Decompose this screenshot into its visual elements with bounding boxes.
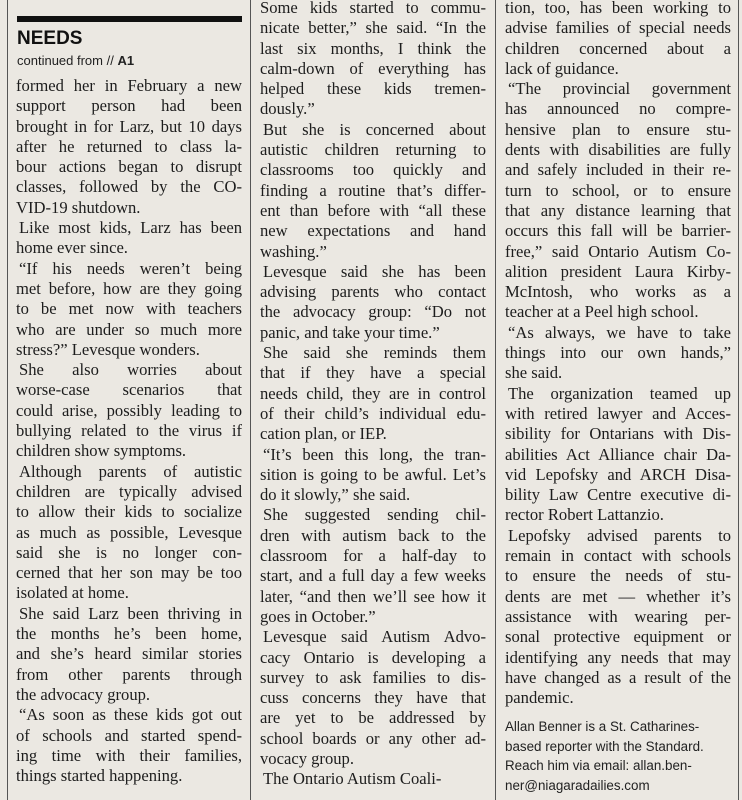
text-line: abilities Act Alliance chair Da- [505, 444, 731, 464]
text-line: She suggested sending chil- [263, 505, 486, 525]
text-line: lack of guidance. [505, 58, 619, 78]
text-line: cerned that her son may be too [16, 563, 242, 583]
text-line: said she is no longer con- [16, 542, 242, 562]
article-paragraph [16, 76, 242, 218]
text-line: Like most kids, Larz has been [19, 218, 242, 238]
text-line: do it slowly,” she said. [260, 485, 411, 505]
article-paragraph [260, 627, 486, 769]
text-line: and safely included in their re- [505, 160, 731, 180]
text-line: ing time with their families, [16, 745, 242, 765]
text-line: after he returned to class la- [16, 136, 242, 156]
text-line: cuss concerns they have that [260, 688, 486, 708]
article-paragraph [16, 705, 242, 786]
text-line: pandemic. [505, 688, 574, 708]
text-line: the months he’s been home, [16, 624, 242, 644]
text-line: Although parents of autistic [19, 461, 242, 481]
text-line: occurs this fall will be barrier- [505, 221, 731, 241]
article-paragraph [260, 445, 486, 506]
article-paragraph [505, 79, 731, 323]
article-paragraph [16, 218, 242, 259]
text-line: nicate better,” she said. “In the [260, 18, 486, 38]
text-line: the advocacy group: “Do not [260, 302, 486, 322]
text-line: to ensure the needs of stu- [505, 566, 731, 586]
bio-line: Reach him via email: allan.ben- [505, 758, 692, 774]
text-line: that any distance learning that [505, 200, 731, 220]
text-line: home ever since. [16, 238, 128, 258]
text-line: classes, followed by the CO- [16, 177, 242, 197]
text-line: “The provincial government [508, 79, 731, 99]
text-line: last six months, I think the [260, 38, 486, 58]
text-line: sition is going to be awful. Let’s [260, 464, 486, 484]
text-line: brought in for Larz, but 10 days [16, 116, 242, 136]
text-line: that if they have a special [260, 363, 486, 383]
text-line: later, “and then we’ll see how it [260, 586, 486, 606]
text-line: children are typically advised [16, 481, 242, 501]
text-line: McIntosh, who works as a [505, 282, 731, 302]
article-paragraph [505, 0, 731, 79]
text-line: autistic children returning to [260, 140, 486, 160]
text-line: free,” said Ontario Autism Co- [505, 241, 731, 261]
text-line: She also worries about [19, 360, 242, 380]
text-line: “As soon as these kids got out [19, 705, 242, 725]
text-line: as much as possible, Levesque [16, 522, 242, 542]
text-line: with retired lawyer and Acces- [505, 403, 731, 423]
text-line: identifying any needs that may [505, 647, 731, 667]
kicker-heading: NEEDS [17, 28, 83, 49]
article-paragraph [16, 604, 242, 705]
text-line: support person had been [16, 96, 242, 116]
text-line: vid Lepofsky and ARCH Disa- [505, 464, 731, 484]
text-line: classroom for a half-day to [260, 546, 486, 566]
article-column-3 [505, 0, 731, 708]
article-paragraph [260, 343, 486, 444]
article-paragraph [260, 262, 486, 343]
text-line: of schools and started spend- [16, 725, 242, 745]
article-paragraph [505, 323, 731, 384]
text-line: “As always, we have to take [508, 322, 731, 342]
text-line: dously.” [260, 99, 315, 119]
text-line: alition president Laura Kirby- [505, 261, 731, 281]
article-paragraph [505, 384, 731, 526]
text-line: ent than before with “all these [260, 200, 486, 220]
text-line: bility Law Centre executive di- [505, 485, 731, 505]
text-line: rector Robert Lattanzio. [505, 505, 664, 525]
text-line: dren with autism back to the [260, 525, 486, 545]
text-line: to allow their kids to socialize [16, 502, 242, 522]
text-line: formed her in February a new [16, 76, 242, 95]
text-line: The Ontario Autism Coali- [263, 769, 442, 789]
page-reference: A1 [117, 53, 135, 68]
text-line: Lepofsky advised parents to [508, 525, 731, 545]
article-paragraph [16, 360, 242, 461]
text-line: But she is concerned about [263, 119, 486, 139]
text-line: finding a routine that’s differ- [260, 180, 486, 200]
text-line: to be met now with teachers [16, 299, 242, 319]
text-line: she said. [505, 363, 563, 383]
article-paragraph [16, 462, 242, 604]
text-line: from other parents through [16, 664, 242, 684]
text-line: “It’s been this long, the tran- [263, 444, 486, 464]
article-paragraph [260, 120, 486, 262]
text-line: start, and a full day a few weeks [260, 566, 486, 586]
text-line: goes in October.” [260, 606, 376, 626]
text-line: school boards or any other ad- [260, 728, 486, 748]
text-line: tion, too, has been working to [505, 0, 731, 17]
column-rule-2 [495, 0, 496, 800]
text-line: She said Larz been thriving in [19, 603, 242, 623]
text-line: the advocacy group. [16, 684, 151, 704]
text-line: Levesque said she has been [263, 261, 486, 281]
text-line: “If his needs weren’t being [19, 258, 242, 278]
column-rule-right [738, 0, 739, 800]
author-bio [505, 717, 731, 795]
text-line: worse-case scenarios that [16, 380, 242, 400]
text-line: survey to ask families to dis- [260, 667, 486, 687]
article-paragraph [260, 505, 486, 627]
text-line: advise families of special needs [505, 18, 731, 38]
text-line: children show symptoms. [16, 441, 187, 461]
text-line: Some kids started to commu- [260, 0, 486, 17]
bio-line: based reporter with the Standard. [505, 738, 704, 754]
column-rule-left [7, 0, 8, 800]
text-line: She said she reminds them [263, 343, 486, 363]
text-line: met before, how are they going [16, 278, 242, 298]
text-line: panic, and take your time.” [260, 322, 440, 342]
text-line: cacy Ontario is developing a [260, 647, 486, 667]
text-line: bullying related to the virus if [16, 421, 242, 441]
text-line: things into our own hands,” [505, 343, 731, 363]
text-line: cation plan, or IEP. [260, 424, 387, 444]
text-line: The organization teamed up [508, 383, 731, 403]
text-line: stress?” Levesque wonders. [16, 339, 200, 359]
text-line: washing.” [260, 241, 327, 261]
article-column-1 [16, 76, 242, 786]
text-line: of their child’s individual edu- [260, 403, 486, 423]
text-line: new expectations and hand [260, 221, 486, 241]
text-line: needs child, they are in control [260, 383, 486, 403]
article-paragraph [260, 769, 486, 789]
text-line: dents with disabilities are fully [505, 140, 731, 160]
text-line: has announced no compre- [505, 99, 731, 119]
text-line: classrooms too quickly and [260, 160, 486, 180]
text-line: isolated at home. [16, 583, 129, 603]
text-line: helped these kids tremen- [260, 79, 486, 99]
article-paragraph [505, 526, 731, 709]
text-line: are yet to be addressed by [260, 708, 486, 728]
continued-from [17, 53, 134, 69]
bio-line: Allan Benner is a St. Catharines- [505, 719, 700, 734]
text-line: could arise, possibly leading to [16, 400, 242, 420]
text-line: VID-19 shutdown. [16, 197, 141, 217]
continued-label: continued from // [17, 53, 114, 68]
text-line: remain in contact with schools [505, 546, 731, 566]
bio-line: ner@niagaradailies.com [505, 777, 650, 793]
text-line: sibility for Ontarians with Dis- [505, 424, 731, 444]
section-rule [17, 16, 242, 22]
text-line: calm-down of everything has [260, 58, 486, 78]
text-line: turn to school, or to ensure [505, 180, 731, 200]
text-line: teacher at a Peel high school. [505, 302, 699, 322]
text-line: hensive plan to ensure stu- [505, 119, 731, 139]
text-line: have changed as a result of the [505, 667, 731, 687]
article-paragraph [16, 259, 242, 360]
text-line: assistance with wearing per- [505, 606, 731, 626]
text-line: children concerned about a [505, 38, 731, 58]
text-line: things started happening. [16, 766, 183, 786]
article-paragraph [260, 0, 486, 120]
text-line: dents are met — whether it’s [505, 586, 731, 606]
text-line: bour actions began to disrupt [16, 157, 242, 177]
text-line: advising parents who contact [260, 282, 486, 302]
text-line: and she’s heard similar stories [16, 644, 242, 664]
text-line: sonal protective equipment or [505, 627, 731, 647]
column-rule-1 [250, 0, 251, 800]
text-line: vocacy group. [260, 748, 354, 768]
article-column-2 [260, 0, 486, 790]
text-line: who are under so much more [16, 319, 242, 339]
text-line: Levesque said Autism Advo- [263, 627, 486, 647]
